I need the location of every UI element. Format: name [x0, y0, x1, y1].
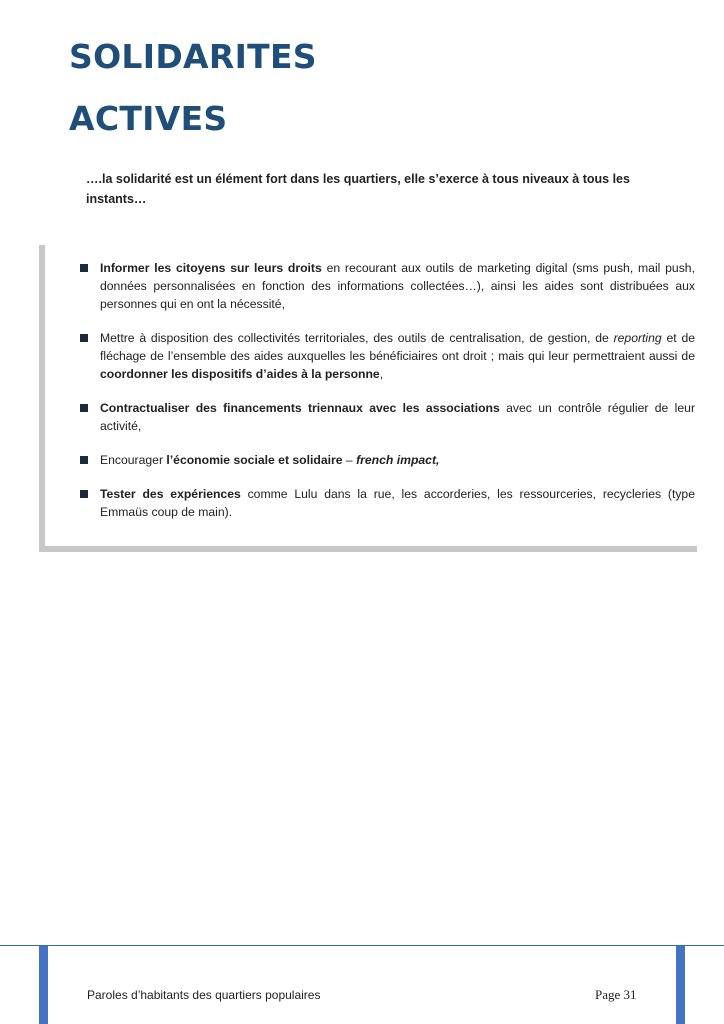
- list-item: [79, 399, 695, 435]
- item-text: Mettre à disposition des collectivités territoriales, des outils de centralisation, de gestion, de: [100, 331, 614, 345]
- item-text: avec un contrôle régulier de leur activité,: [100, 401, 695, 433]
- page-title-line-2: ACTIVES: [69, 99, 228, 138]
- list-item: [79, 259, 695, 313]
- square-bullet-icon: [80, 456, 88, 464]
- item-text: et de fléchage de l’ensemble des aides auxquelles les bénéficiaires ont droit ; mais qui leur permettraient aussi de: [100, 331, 696, 363]
- item-text: comme Lulu dans la rue, les accorderies, les ressourceries, recycleries (type Emmaüs coup de main).: [100, 487, 695, 519]
- footer-accent-bar-right: [676, 946, 685, 1024]
- item-text: –: [342, 453, 357, 467]
- square-bullet-icon: [80, 334, 88, 342]
- list-item: [79, 329, 695, 383]
- footer-document-title: Paroles d’habitants des quartiers populaires: [87, 988, 321, 1002]
- square-bullet-icon: [80, 490, 88, 498]
- item-text: en recourant aux outils de marketing digital (sms push, mail push, données personnalisées en fonction des informations collectées…), ainsi les aides sont distribuées aux personnes qui en ont la nécessité,: [100, 261, 695, 311]
- item-bold-text: Informer les citoyens sur leurs droits: [100, 261, 322, 275]
- square-bullet-icon: [80, 264, 88, 272]
- list-item: [79, 485, 695, 521]
- item-bold-text: coordonner les dispositifs d’aides à la personne: [100, 367, 380, 381]
- item-bold-text: Tester des expériences: [100, 487, 241, 501]
- item-bold-text: l’économie sociale et solidaire: [166, 453, 343, 467]
- item-text: ,: [379, 367, 384, 381]
- footer-divider: [0, 945, 724, 946]
- footer-accent-bar-left: [39, 946, 48, 1024]
- footer-page-number: Page 31: [595, 987, 637, 1002]
- item-italic-text: reporting: [613, 331, 662, 345]
- item-bold-italic-text: french impact,: [356, 453, 440, 467]
- item-bold-text: Contractualiser des financements triennaux avec les associations: [100, 401, 500, 415]
- square-bullet-icon: [80, 404, 88, 412]
- page-title-line-1: SOLIDARITES: [69, 37, 317, 76]
- list-item: [79, 451, 695, 469]
- bullet-list: [79, 259, 695, 537]
- intro-text: ….la solidarité est un élément fort dans les quartiers, elle s’exerce à tous niveaux à tous les instants…: [86, 172, 630, 206]
- item-text: Encourager: [100, 453, 167, 467]
